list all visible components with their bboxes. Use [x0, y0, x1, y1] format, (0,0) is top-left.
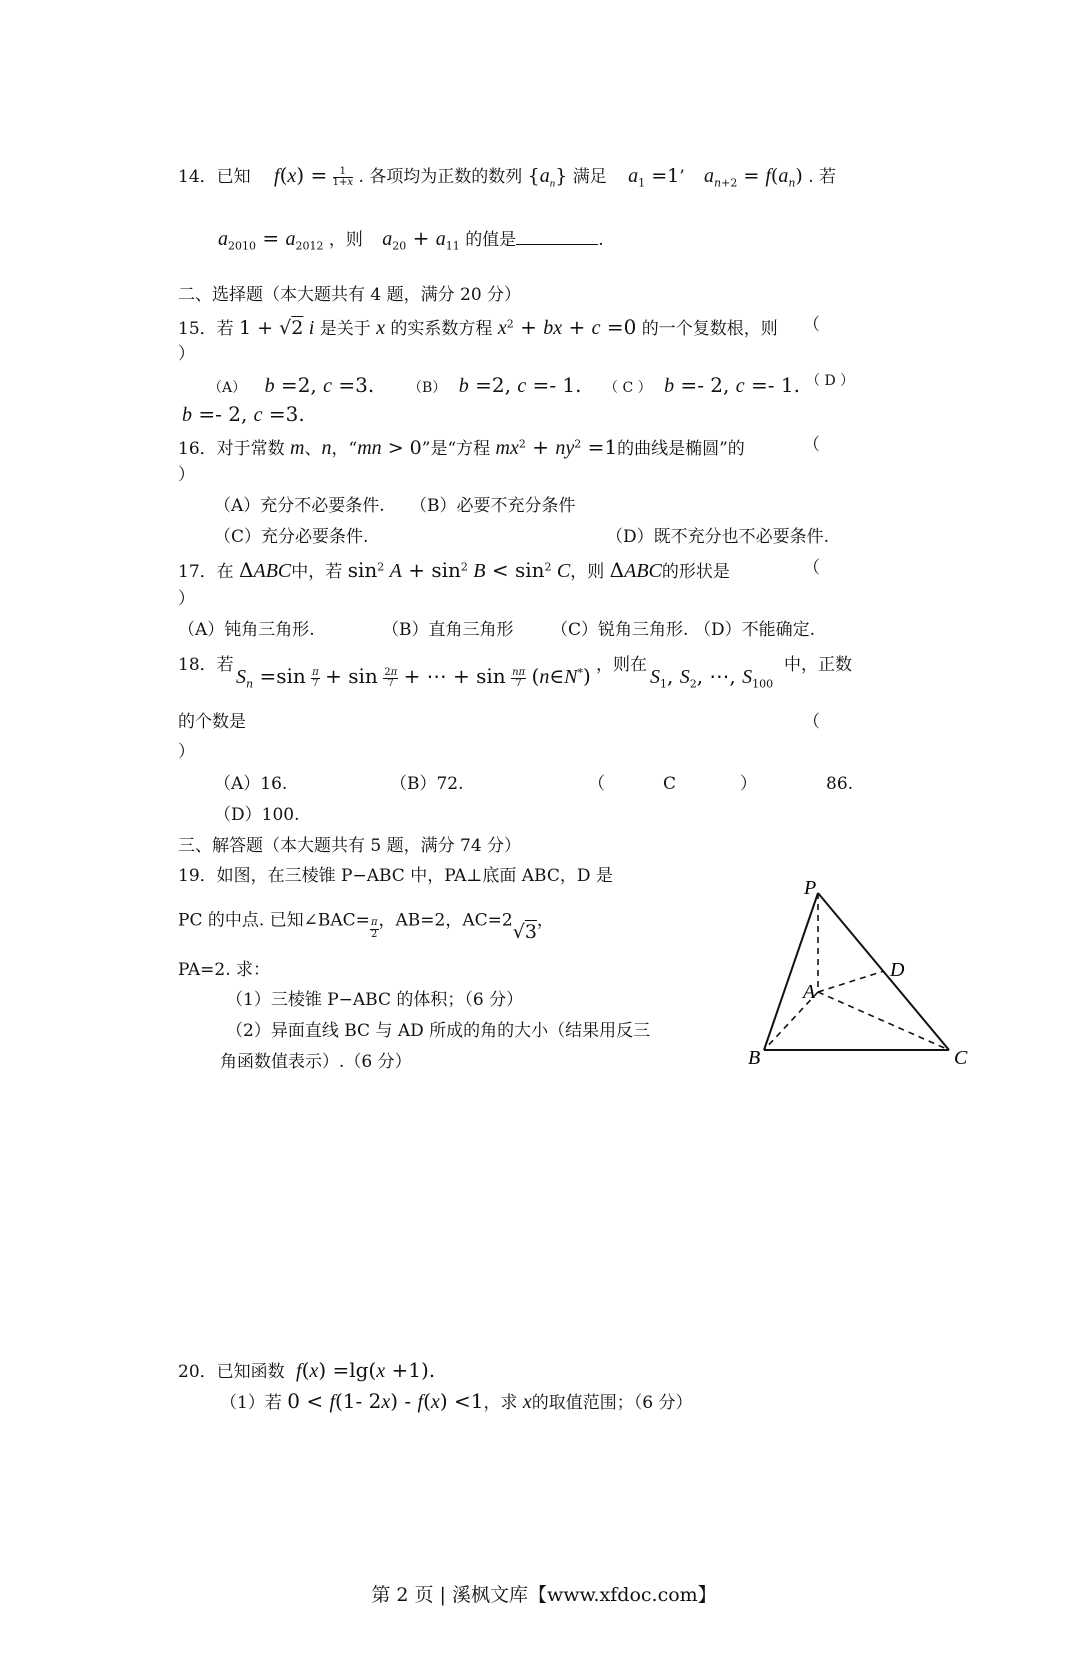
answer-paren-close: ）	[178, 344, 195, 364]
q16-option-b: （B）必要不充分条件	[410, 496, 576, 516]
q19-line2: PC 的中点. 已知∠BAC= $\frac{\pi}{2}$ ，AB=2，AC=2√3，	[178, 910, 554, 943]
q16-option-c: （C）充分必要条件.	[214, 527, 369, 547]
tetrahedron-figure	[740, 870, 980, 1080]
q17-option-b: （B）直角三角形	[382, 620, 514, 640]
q18-option-c-close: ）	[740, 774, 757, 794]
section-heading: 二、选择题（本大题共有 4 题，满分 20 分）	[178, 285, 522, 305]
q18-end: 中，正数	[784, 655, 852, 675]
q17-option-d: （D）不能确定.	[694, 620, 816, 640]
q15-stem: 15．若 1 + √2 i 是关于 x 的实系数方程 $x^2$ + bx + c =0 的一个复数根，则	[178, 315, 778, 339]
q17-option-a: （A）钝角三角形.	[178, 620, 315, 640]
q15-option-b: （B） b =2, c =- 1.	[408, 373, 582, 397]
answer-paren-close: ）	[178, 465, 195, 485]
edge-pb	[764, 893, 818, 1050]
answer-paren-open: （	[803, 712, 820, 732]
page-footer: 第 2 页 | 溪枫文库【www.xfdoc.com】	[371, 1584, 717, 1606]
q18-prefix: 18．若	[178, 655, 234, 675]
q19-line1: 19．如图，在三棱锥 P−ABC 中，PA⊥底面 ABC，D 是	[178, 866, 613, 886]
q18-option-b: （B）72.	[390, 774, 464, 794]
q15-option-c: （ C ） b =- 2, c =- 1.	[604, 373, 800, 397]
answer-paren-close: ）	[178, 589, 195, 609]
answer-paren-open: （	[803, 558, 820, 578]
q15-option-a: （A） b =2, c =3.	[208, 373, 375, 397]
q14-line2: $a_{2010} = a_{2012}$ ，则 $a_{20} + a_{11}$ 的值是 .	[218, 226, 604, 253]
q18-option-c-letter: C	[663, 774, 677, 794]
q19-part2-line1: （2）异面直线 BC 与 AD 所成的角的大小（结果用反三	[226, 1021, 651, 1041]
vertex-label-a: A	[803, 981, 816, 1003]
q15-option-d: b =- 2, c =3.	[182, 402, 305, 426]
q18-sequence: $S_1$, $S_2$, ⋯, $S_{100}$	[650, 664, 774, 691]
q18-option-c-value: 86.	[826, 774, 854, 794]
answer-blank[interactable]	[516, 244, 598, 245]
edge-ac	[818, 992, 949, 1050]
segment-ad	[818, 971, 884, 992]
answer-paren-open: （	[803, 435, 820, 455]
q18-option-a: （A）16.	[214, 774, 288, 794]
q18-formula: $S_n =\sin$ $\frac{\pi}{7}$ + sin $\frac{2\pi}{7}$ + ⋯ + sin $\frac{n\pi}{7}$ (n∈N*)	[236, 664, 591, 691]
q18-line2: 的个数是	[178, 712, 246, 732]
answer-paren-close: ）	[178, 742, 195, 762]
q18-mid: ，则在	[596, 655, 647, 675]
q20-part1: （1）若 0 < f(1- 2x) - f(x) <1，求 x的取值范围；（6 分）	[220, 1389, 693, 1413]
q19-part2-line2: 角函数值表示）.（6 分）	[220, 1052, 412, 1072]
answer-paren-open: （	[803, 315, 820, 335]
q15-option-d-label: （ D ）	[806, 373, 855, 389]
q16-option-a: （A）充分不必要条件.	[214, 496, 385, 516]
section-heading: 三、解答题（本大题共有 5 题，满分 74 分）	[178, 836, 522, 856]
vertex-label-p: P	[804, 877, 817, 899]
q16-option-d: （D）既不充分也不必要条件.	[606, 527, 830, 547]
q17-stem: 17．在 ΔABC中，若 $\sin^2 A + \sin^2 B < \sin^2 C$，则 ΔABC的形状是	[178, 558, 730, 582]
fraction: $\frac{1}{1+x}$	[332, 165, 354, 188]
q16-stem: 16．对于常数 m、n，“mn > 0”是“方程 $mx^2 + ny^2 =1$的曲线是椭圆”的	[178, 435, 745, 459]
q18-option-c-open: （	[588, 774, 605, 794]
q20-stem: 20．已知函数 f(x) =lg(x +1).	[178, 1358, 436, 1382]
q19-line3: PA=2. 求：	[178, 960, 271, 980]
q18-option-d: （D）100.	[214, 805, 300, 825]
vertex-label-b: B	[748, 1047, 761, 1069]
q14-line1: 14．已知 f(x) = $\frac{1}{1+x}$ . 各项均为正数的数列 $\{a_n\}$ 满足 $a_1 =1$’ $a_{n+2} = f(a_n)$ . 若	[178, 163, 837, 190]
q17-option-c: （C）锐角三角形.	[551, 620, 689, 640]
q19-part1: （1）三棱锥 P−ABC 的体积；（6 分）	[226, 990, 524, 1010]
vertex-label-d: D	[890, 959, 905, 981]
vertex-label-c: C	[954, 1047, 968, 1069]
